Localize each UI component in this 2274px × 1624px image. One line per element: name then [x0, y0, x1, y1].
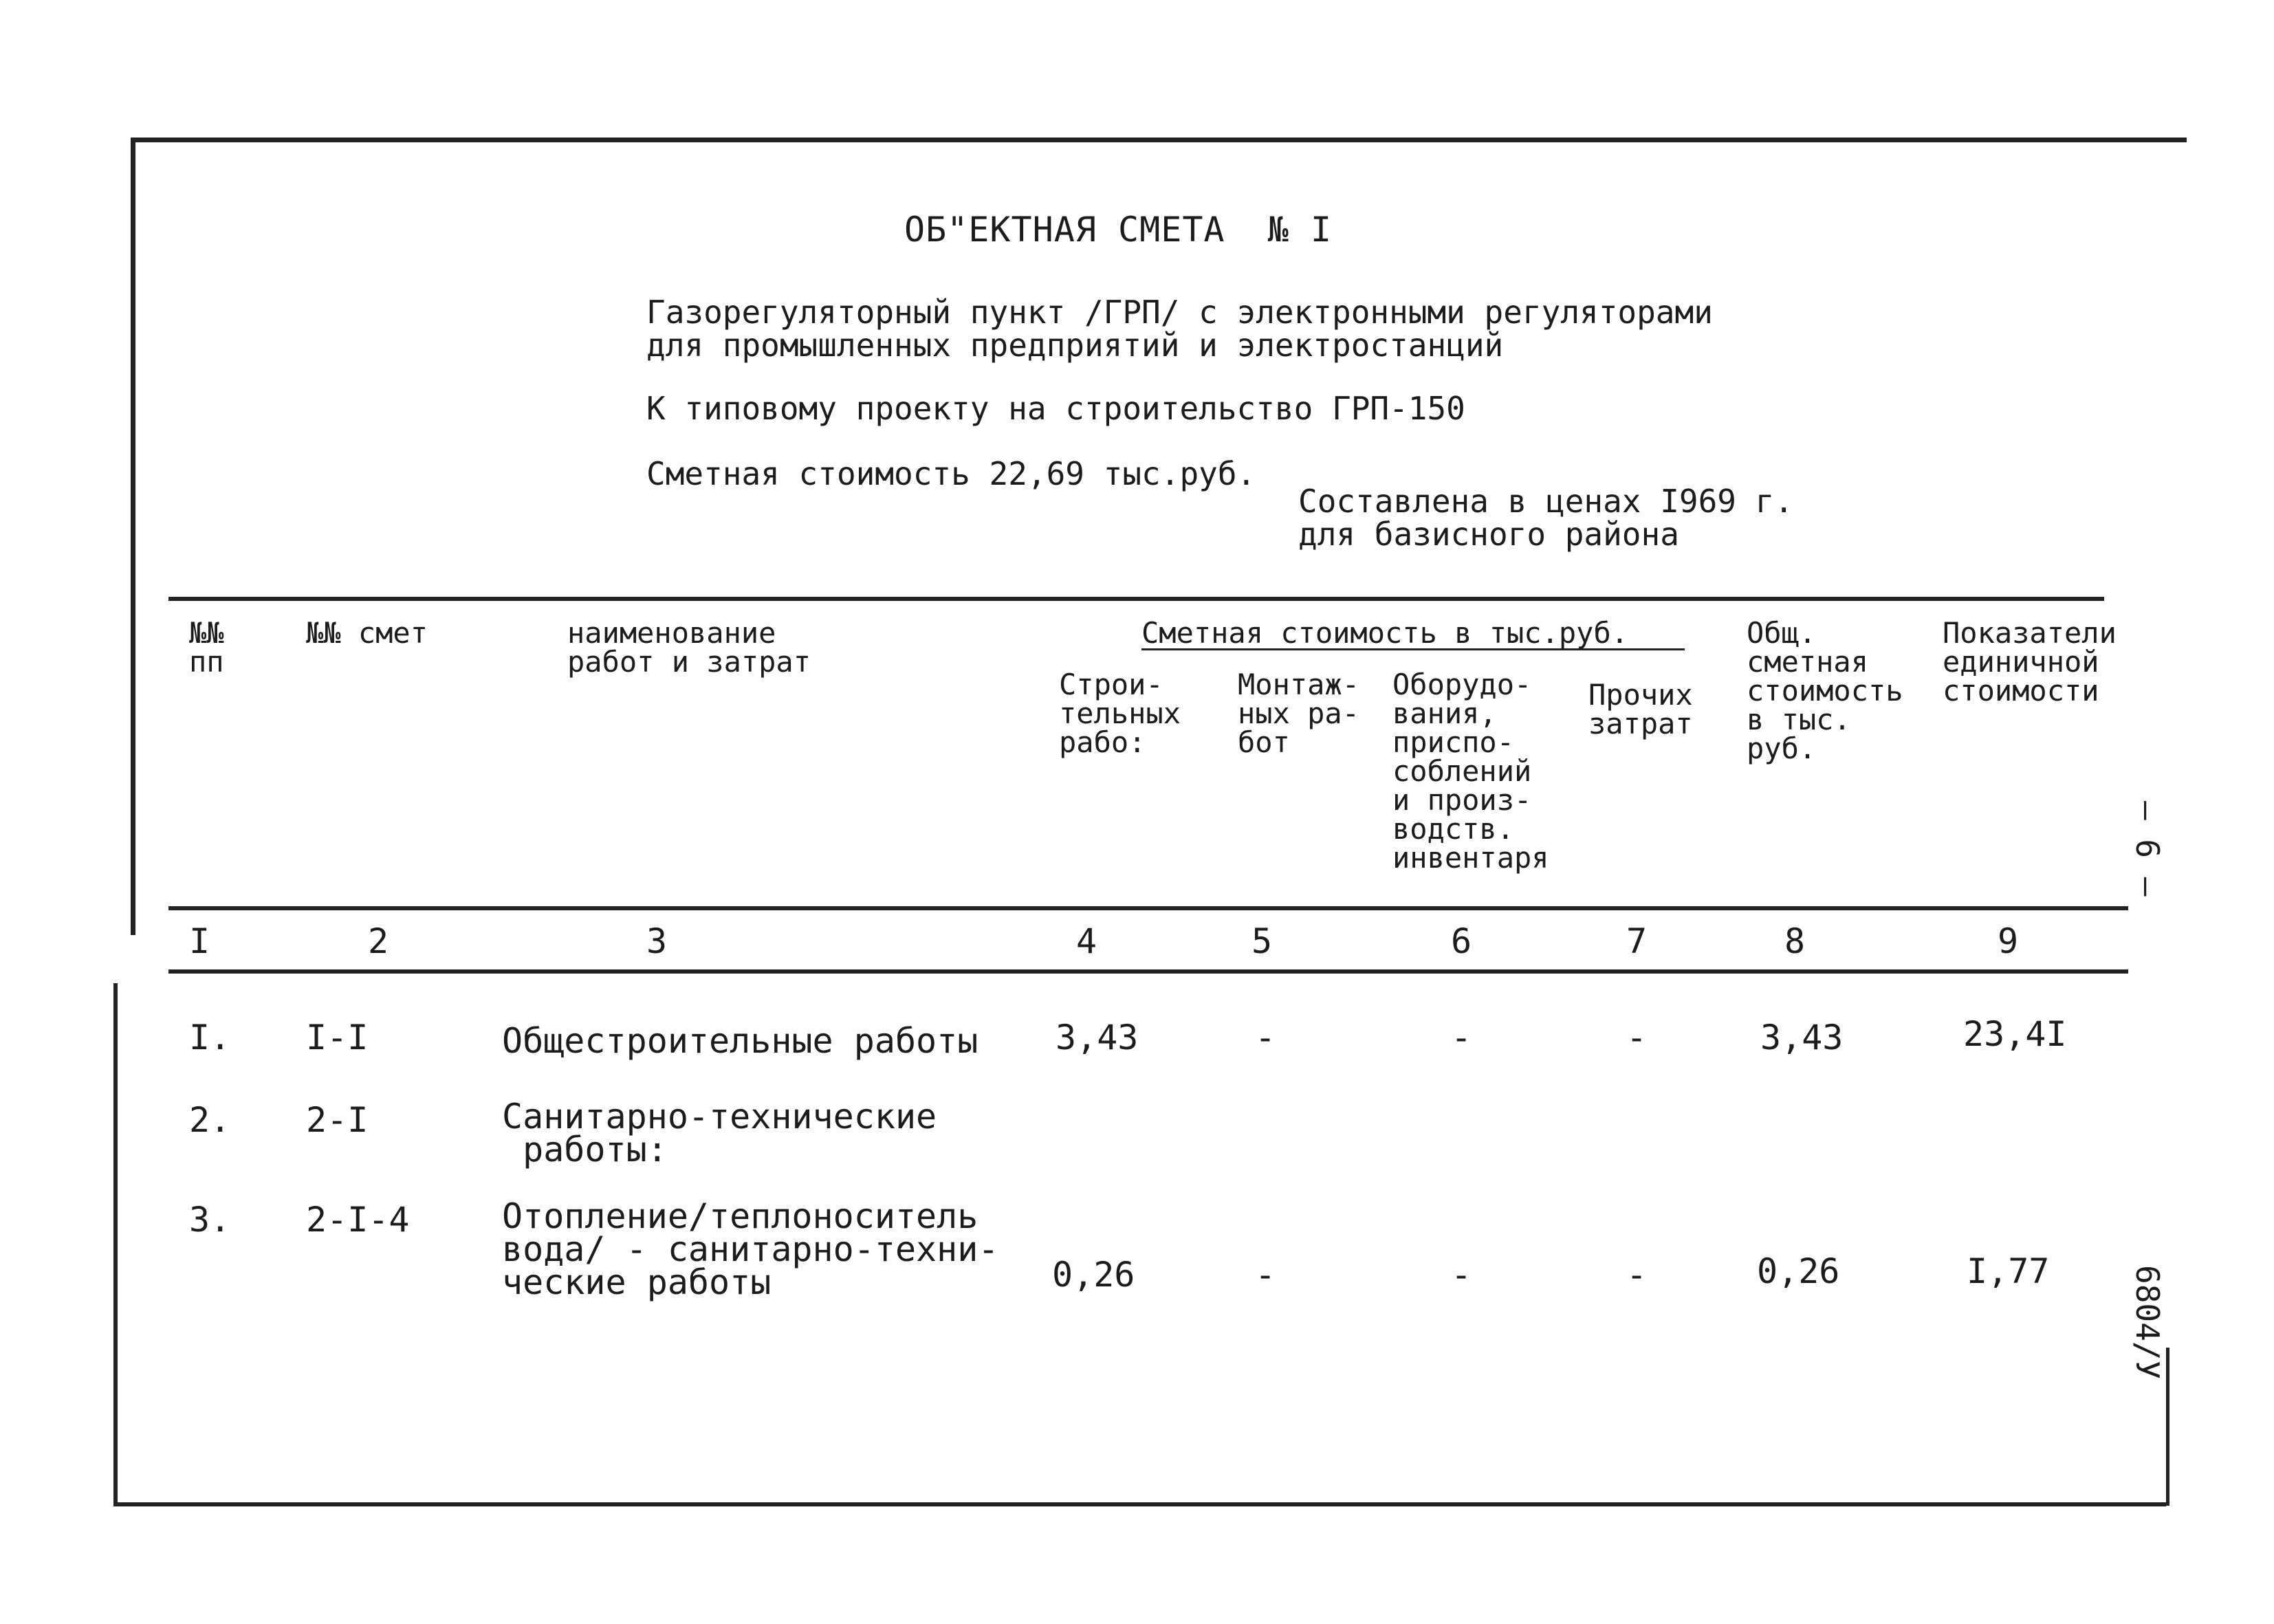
column-number: 5: [1251, 921, 1273, 961]
prices-year: Составлена в ценах I969 г.: [1298, 483, 1794, 520]
page-number: — 6 —: [2129, 801, 2166, 897]
column-number: 6: [1451, 921, 1472, 961]
row-equipment-cost: -: [1451, 1018, 1472, 1057]
header-installation-works: Монтаж- ных ра- бот: [1238, 668, 1360, 759]
row-estimate-number: 2-I: [306, 1100, 369, 1140]
column-number: 7: [1626, 921, 1648, 961]
header-total-cost: Общ. сметная стоимость в тыс. руб.: [1747, 616, 1903, 765]
row-number: 2.: [189, 1100, 231, 1140]
column-number: 9: [1998, 921, 2019, 961]
project-reference: К типовому проекту на строительство ГРП-150: [646, 390, 1465, 427]
table-top-rule: [168, 597, 2104, 601]
frame-top-border: [131, 138, 2187, 142]
row-estimate-number: I-I: [306, 1018, 369, 1057]
column-numbers-bottom-rule: [168, 969, 2128, 974]
row-number: I.: [189, 1018, 231, 1057]
row-equipment-cost: -: [1451, 1255, 1472, 1295]
row-unit-indicator: 23,4I: [1963, 1014, 2067, 1054]
document-title: ОБ"ЕКТНАЯ СМЕТА № I: [904, 210, 1333, 250]
row-unit-indicator: I,77: [1967, 1251, 2050, 1291]
row-work-name: Санитарно-технические работы:: [502, 1097, 937, 1170]
column-number: 4: [1076, 921, 1097, 961]
column-number: I: [189, 921, 210, 961]
row-number: 3.: [189, 1200, 231, 1240]
header-row-number: №№ пп: [189, 616, 224, 679]
column-number: 8: [1784, 921, 1806, 961]
estimated-cost: Сметная стоимость 22,69 тыс.руб.: [646, 455, 1256, 492]
column-number: 3: [646, 921, 668, 961]
row-other-cost: -: [1626, 1018, 1648, 1057]
frame-left-border-lower: [113, 983, 118, 1506]
document-subtitle-line1: Газорегуляторный пункт /ГРП/ с электронными регуляторами: [646, 294, 1713, 331]
row-total-cost: 0,26: [1757, 1251, 1840, 1291]
row-work-name: Общестроительные работы: [502, 1021, 979, 1061]
table-header-bottom-rule: [168, 906, 2128, 910]
frame-right-border: [2166, 1348, 2169, 1506]
header-other-costs: Прочих затрат: [1588, 678, 1693, 740]
header-equipment: Оборудо- вания, приспо- соблений и произ- водств. инвентаря: [1392, 668, 1549, 875]
row-installation-cost: -: [1255, 1255, 1276, 1295]
row-construction-cost: 0,26: [1052, 1255, 1135, 1295]
frame-left-border: [131, 138, 135, 935]
inventory-number: 6804/У: [2129, 1265, 2166, 1380]
row-other-cost: -: [1626, 1255, 1648, 1295]
header-estimate-number: №№ смет: [306, 616, 428, 650]
row-total-cost: 3,43: [1760, 1018, 1844, 1057]
header-construction-works: Строи- тельных рабо:: [1059, 668, 1181, 759]
document-subtitle-line2: для промышленных предприятий и электростанций: [646, 327, 1504, 364]
header-work-name: наименование работ и затрат: [567, 616, 811, 679]
frame-bottom-border: [113, 1502, 2166, 1506]
header-unit-indicators: Показатели единичной стоимости: [1943, 616, 2117, 707]
row-construction-cost: 3,43: [1056, 1018, 1139, 1057]
column-number: 2: [368, 921, 389, 961]
row-installation-cost: -: [1255, 1018, 1276, 1057]
header-cost-group: Сметная стоимость в тыс.руб.: [1141, 616, 1629, 650]
row-work-name: Отопление/теплоноситель вода/ - санитарно-техни- ческие работы: [502, 1196, 999, 1302]
row-estimate-number: 2-I-4: [306, 1200, 410, 1240]
prices-region: для базисного района: [1298, 516, 1679, 553]
